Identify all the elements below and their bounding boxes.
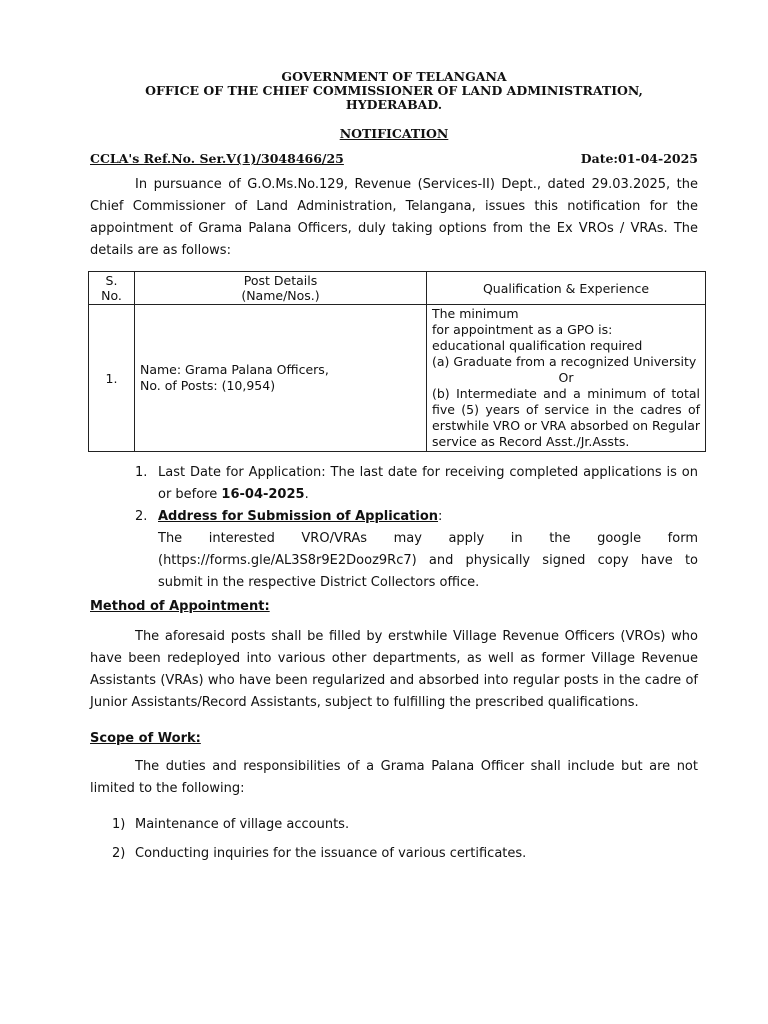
notification-page [90,70,698,872]
notification-title: NOTIFICATION [339,126,449,141]
list-item: 1) Maintenance of village accounts. [112,817,350,832]
duties-list [90,814,698,865]
reference-row [90,151,698,166]
cell-qualification [427,305,706,452]
notification-date: Date:01-04-2025 [580,151,698,166]
office-city: HYDERABAD. [345,97,443,112]
table-header-row [89,272,706,305]
header-sno: S. No. [89,272,135,305]
application-points [90,462,698,594]
header-post-details: Post Details (Name/Nos.) [135,272,427,305]
qual-option-b: (b) Intermediate and a minimum of total five (5) years of service in the cadres of erstwhile VRO or VRA absorbed on Regular service as Record Asst./Jr.Assts. [432,386,700,449]
qual-or: Or [558,370,574,385]
header-qualification: Qualification & Experience [427,272,706,305]
cell-post-details [135,305,427,452]
last-date: 16-04-2025 [221,487,305,502]
method-paragraph: The aforesaid posts shall be filled by erstwhile Village Revenue Officers (VROs) who have been redeployed into various other departments, as well as former Village Revenue Assistants (VRAs) who have been regularized and absorbed into regular posts in the cadre of Junior Assistants/Record Assistants, subject to fulfilling the prescribed qualifications. [90,629,698,710]
qual-option-a: (a) Graduate from a recognized University [432,354,697,369]
office-title: OFFICE OF THE CHIEF COMMISSIONER OF LAND ADMINISTRATION, [145,83,643,98]
govt-title: GOVERNMENT OF TELANGANA [281,69,507,84]
list-item: 2. Address for Submission of Application: The interested VRO/VRAs may apply in the google form (https://forms.gle/AL3S8r9E2Dooz9Rc7) and physically signed copy have to submit in the respective District Collectors office. [90,506,698,594]
table-row [89,305,706,452]
list-item: 1. Last Date for Application: The last date for receiving completed applications is on or before 16-04-2025. [135,465,698,502]
letterhead [90,70,698,112]
list-item: 2) Conducting inquiries for the issuance of various certificates. [112,846,527,861]
post-count: No. of Posts: (10,954) [140,378,276,393]
post-name: Name: Grama Palana Officers, [140,362,329,377]
method-heading: Method of Appointment: [90,599,270,614]
qual-line-1: The minimum [432,306,519,321]
reference-number: CCLA's Ref.No. Ser.V(1)/3048466/25 [90,151,344,166]
qual-line-3: educational qualification required [432,338,643,353]
address-heading: Address for Submission of Application [158,509,439,524]
scope-heading: Scope of Work: [90,731,201,746]
cell-sno: 1. [89,305,135,452]
address-text: The interested VRO/VRAs may apply in the google form (https://forms.gle/AL3S8r9E2Dooz9Rc7) and physically signed copy have to submit in the respective District Collectors office. [158,531,698,590]
post-details-table [88,271,706,452]
intro-paragraph: In pursuance of G.O.Ms.No.129, Revenue (Services-II) Dept., dated 29.03.2025, the Chief Commissioner of Land Administration, Telangana, issues this notification for the appointment of Grama Palana Officers, duly taking options from the Ex VROs / VRAs. The details are as follows: [90,177,698,258]
qual-line-2: for appointment as a GPO is: [432,322,613,337]
scope-paragraph: The duties and responsibilities of a Grama Palana Officer shall include but are not limited to the following: [90,759,698,796]
